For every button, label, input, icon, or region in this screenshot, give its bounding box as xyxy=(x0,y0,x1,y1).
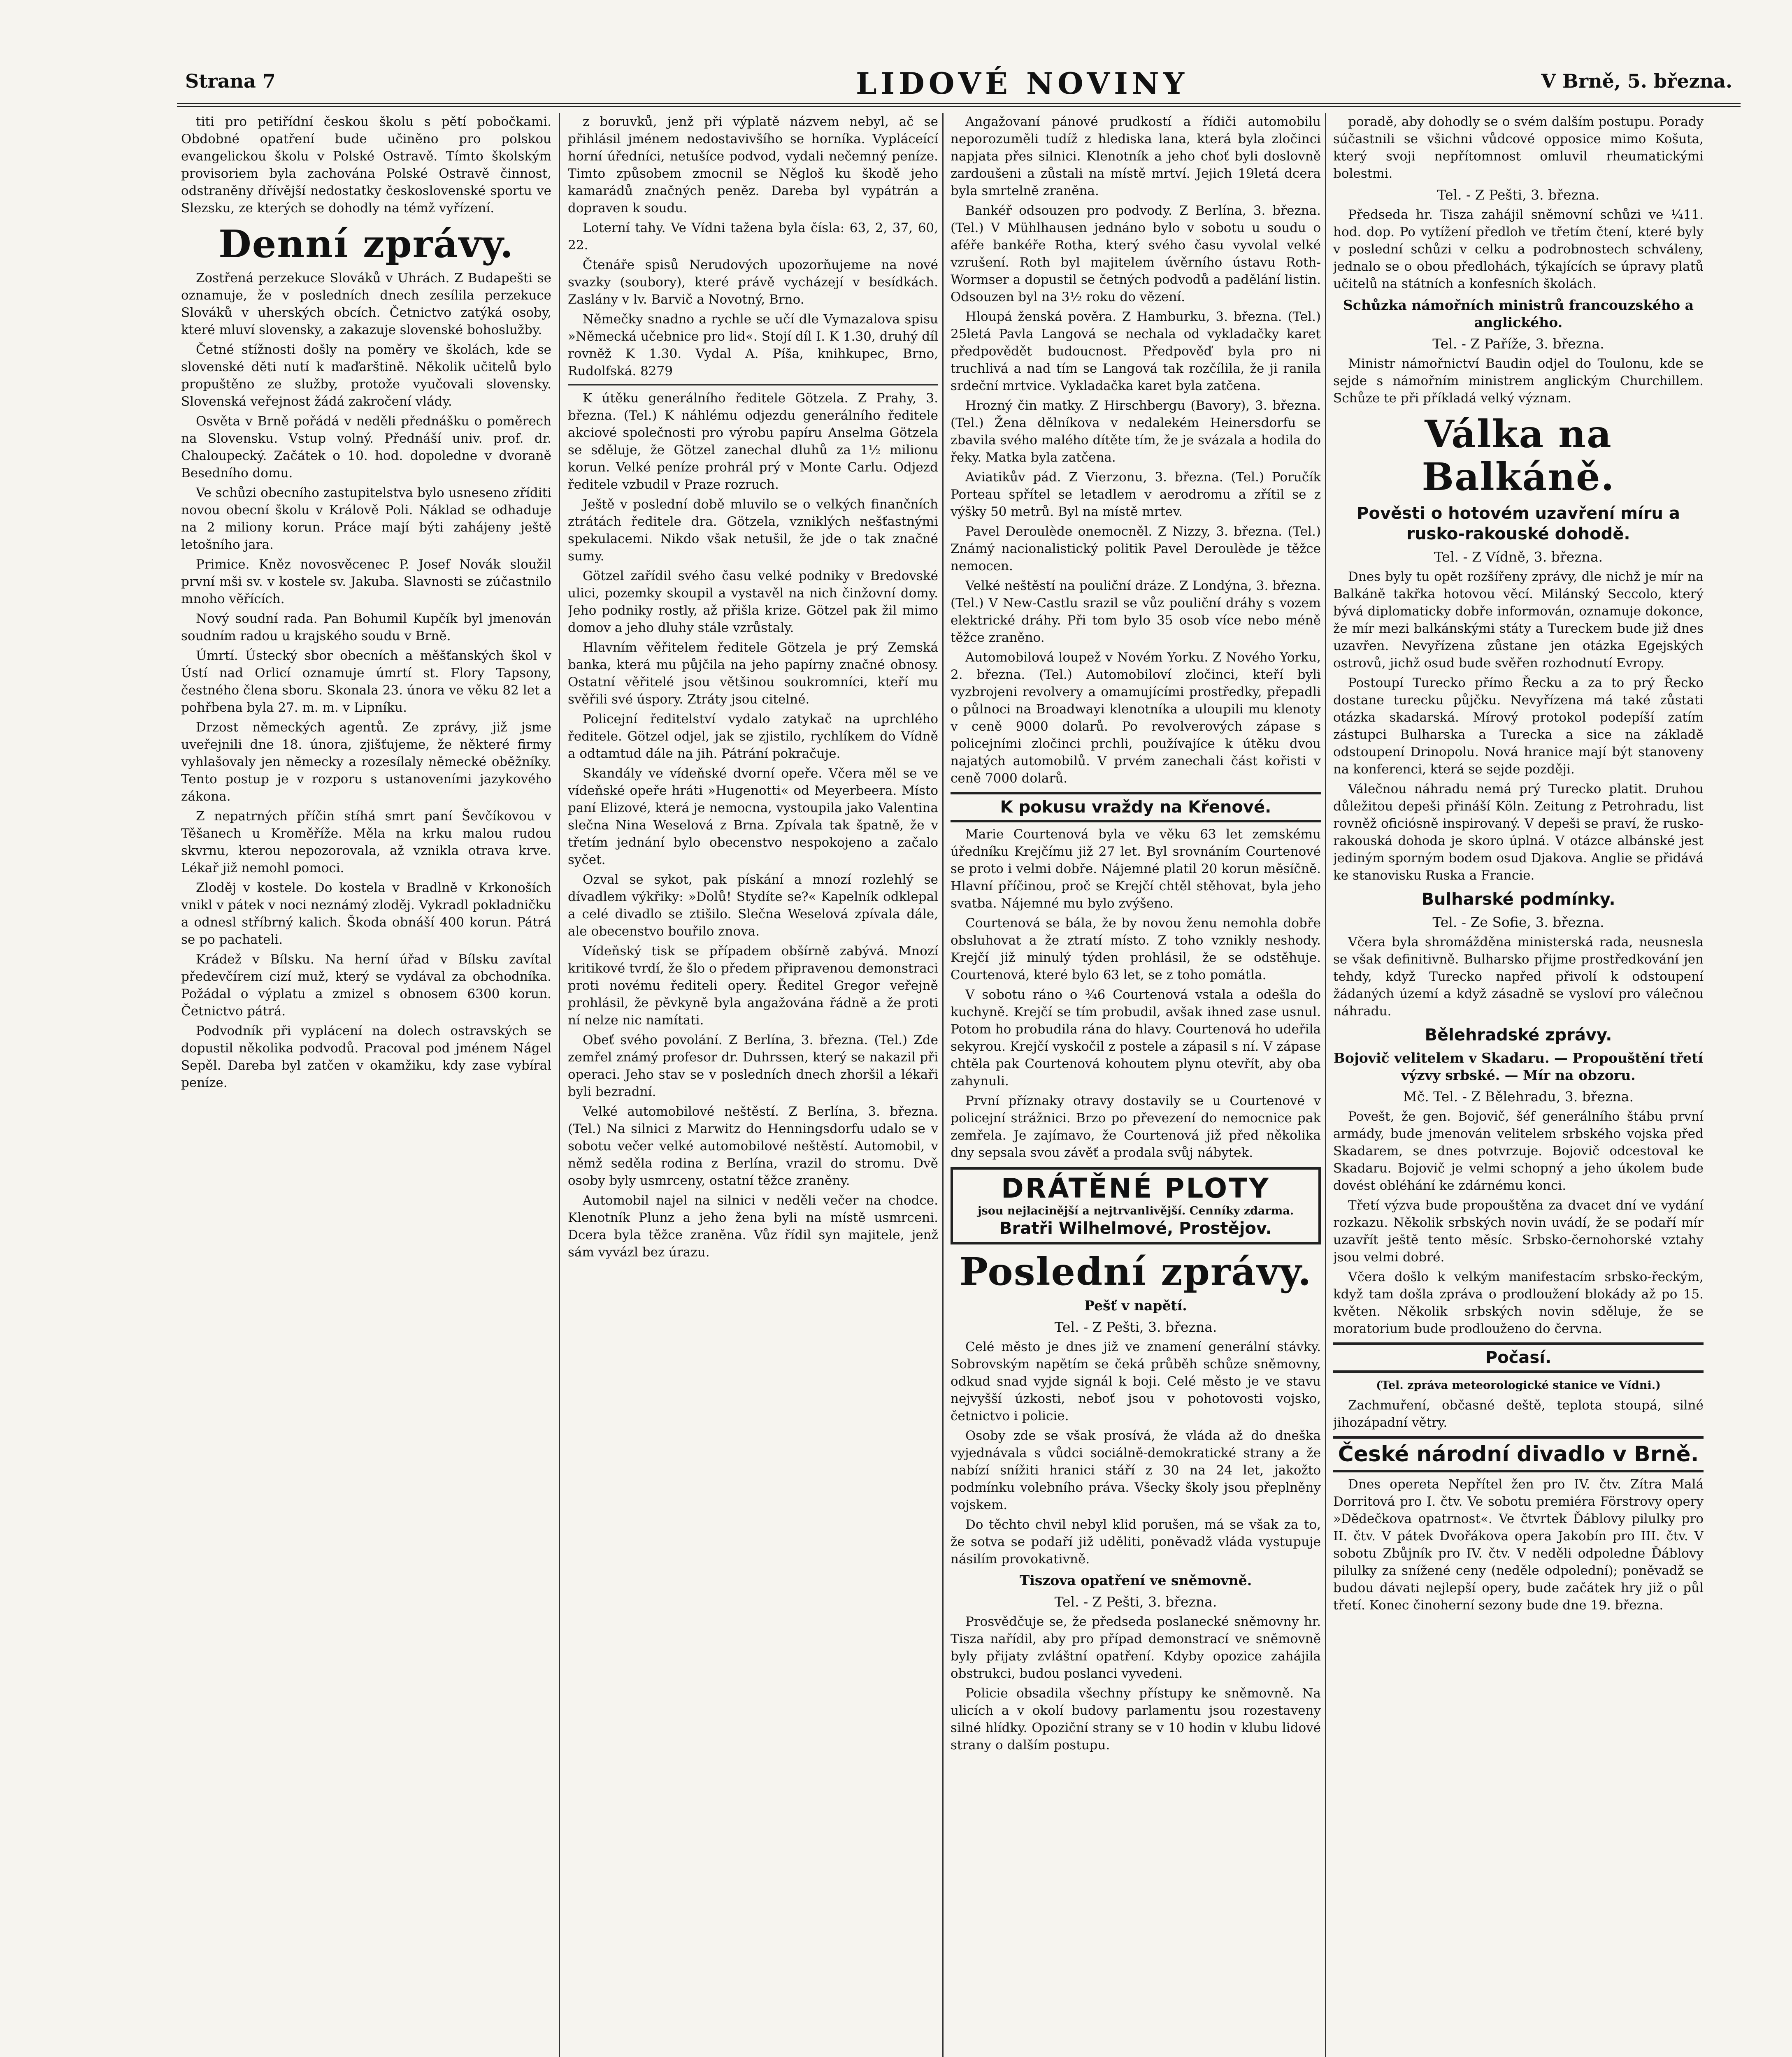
article-paragraph: Ozval se sykot, pak pískání a mnozí rozlehlý se dívadlem výkřiky: »Dolů! Stydíte se?« Kapelník odklepal a celé divadlo se ztišilo. Slečna Weselová zpívala dále, ale obecenstvo bouřilo znova. xyxy=(568,872,938,939)
article-paragraph: Do těchto chvil nebyl klid porušen, má se však za to, že sotva se podaří již uděliti, poněvadž vláda vystupuje násilím provokativně. xyxy=(951,1517,1321,1567)
article-paragraph: Zachmuření, občasné deště, teplota stoupá, silné jihozápadní větry. xyxy=(1333,1398,1704,1430)
article-paragraph: K útěku generálního ředitele Götzela. Z Prahy, 3. března. (Tel.) K náhlému odjezdu generálního ředitele akciové společnosti pro výrobu papíru Anselma Götzela se sděluje, že Götzel zanechal dluhů za 1½ milionu korun. Velké peníze prohrál prý v Monte Carlu. Odjezd ředitele vzbudil v Praze rozruch. xyxy=(568,391,938,492)
advertisement-dratene-ploty xyxy=(951,1167,1321,1244)
column-rule xyxy=(559,113,560,2057)
section-heading-valka-na-balkane: Válka na Balkáně. xyxy=(1422,412,1615,499)
article-paragraph: Automobilová loupež v Novém Yorku. Z Nového Yorku, 2. března. (Tel.) Automobiloví zločinci, kteří byli vyzbrojeni revolvery a omamujícími prostředky, přepadli o půlnoci na Broadwayi klenotníka a uloupili mu klenoty v ceně 9000 dolarů. Po revolverových zápase s policejními zločinci prchli, používajíce k útěku dvou najatých automobilů. V prvém zanechali část kořisti v ceně 7000 dolarů. xyxy=(951,650,1321,786)
article-subheading: Pešť v napětí. xyxy=(1084,1298,1187,1314)
column-2 xyxy=(568,113,938,2057)
article-paragraph: Obeť svého povolání. Z Berlína, 3. března. (Tel.) Zde zemřel známý profesor dr. Duhrssen, který se nakazil při operaci. Jeho stav se v posledních dnech zhoršil a lékaři byli bezradní. xyxy=(568,1033,938,1099)
article-heading-pocasi: Počasí. xyxy=(1333,1342,1704,1373)
dateline: Tel. - Z Vídně, 3. března. xyxy=(1434,549,1603,565)
article-subheading: Schůzka námořních ministrů francouzského a anglického. xyxy=(1343,297,1694,330)
article-paragraph: Zloděj v kostele. Do kostela v Bradlně v Krkonoších vnikl v pátek v noci neznámý zloděj. Vykradl pokladničku a odnesl stříbrný kalich. Škoda obnáší 400 korun. Pátrá se po pachateli. xyxy=(181,880,551,947)
article-paragraph: Dnes opereta Nepřítel žen pro IV. čtv. Zítra Malá Dorritová pro I. čtv. Ve sobotu premiéra Förstrovy opery »Dědečkova opatrnost«. Ve čtvrtek Ďáblovy pilulky pro II. čtv. V pátek Dvořákova opera Jakobín pro III. čtv. V sobotu Zbůjník pro IV. čtv. V neděli odpoledne Ďáblovy pilulky za snížené ceny (neděle odpolední); poněvadž se budou dávati nejlepší opery, bude začátek hry již o půl třetí. Konec činoherní sezony bude dne 19. března. xyxy=(1333,1477,1704,1613)
ad-title: DRÁTĚNÉ PLOTY xyxy=(1001,1172,1270,1204)
article-paragraph: Včera došlo k velkým manifestacím srbsko-řeckým, když tam došla zpráva o prodloužení blokády až po 15. květen. Několik srbských novin sděluje, že se moratorium bude prodlouženo do června. xyxy=(1333,1270,1704,1336)
article-paragraph: Hloupá ženská pověra. Z Hamburku, 3. března. (Tel.) 25letá Pavla Langová se nechala od vykladačky karet předpovědět budoucnost. Předpověď byla pro ni truchlivá a nad tím se Langová tak rozčílila, že ji ranila srdeční mrtvice. Vykladačka karet byla zatčena. xyxy=(951,309,1321,393)
article-paragraph: Bankéř odsouzen pro podvody. Z Berlína, 3. března. (Tel.) V Mühlhausen jednáno bylo v sobotu u soudu o aféře bankéře Rotha, který svého času vyvolal velké vzrušení. Roth byl majitelem úvěrního ústavu Roth-Wormser a dopustil se četných podvodů a padělání listin. Odsouzen byl na 3½ roku do vězení. xyxy=(951,203,1321,304)
ad-tagline: jsou nejlacinější a nejtrvanlivější. Cenníky zdarma. xyxy=(977,1205,1294,1217)
article-paragraph: poradě, aby dohodly se o svém dalším postupu. Porady súčastnili se všichni vůdcové opposice mimo Košuta, který svoji nepřítomnost omluvil rheumatickými bolestmi. xyxy=(1333,114,1704,181)
article-paragraph: Postoupí Turecko přímo Řecku a za to prý Řecko dostane turecku půjčku. Nevyřízena má také zůstati otázka skadarská. Mírový protokol podepíší zatím zástupci Bulharska a Turecka a sice na základě odstoupení Drinopolu. Nová hranice mají být stanoveny na konferenci, která se sejde později. xyxy=(1333,676,1704,777)
section-heading-posledni-zpravy: Poslední zprávy. xyxy=(959,1249,1312,1294)
article-paragraph: titi pro petiřídní českou školu s pětí pobočkami. Obdobné opatření bude učiněno pro polskou evangelickou školu v Polské Ostravě. Tímto školským provisoriem byla zachována Polské Ostravě činnost, odstraněny dřívější nedostatky československé sportu ve Slezsku, ze kterých se dohodly na témž vyřízení. xyxy=(181,114,551,216)
article-paragraph: Pavel Deroulède onemocněl. Z Nizzy, 3. března. (Tel.) Známý nacionalistický politik Pavel Deroulède je těžce nemocen. xyxy=(951,524,1321,573)
ad-firm: Bratři Wilhelmové, Prostějov. xyxy=(999,1219,1272,1238)
column-4 xyxy=(1333,113,1704,2057)
newspaper-title: LIDOVÉ NOVINY xyxy=(856,66,1189,101)
article-paragraph: Předseda hr. Tisza zahájil sněmovní schůzi ve ¼11. hod. dop. Po vytížení předloh ve třetím čtení, které byly v poslední schůzi v celku a podrobnostech schváleny, jednalo se o obou předlohách, týkajících se úpravy platů učitelů na státních a konfesních školách. xyxy=(1333,207,1704,291)
article-paragraph: První příznaky otravy dostavily se u Courtenové v policejní strážnici. Brzo po převezení do nemocnice pak zemřela. Je zajímavo, že Courtenová již před několika dny sepsala svou závěť a prodala svůj nábytek. xyxy=(951,1094,1321,1160)
article-subheading: Bojovič velitelem v Skadaru. — Propouštění třetí výzvy srbské. — Mír na obzoru. xyxy=(1333,1050,1704,1083)
article-heading-belehradske-zpravy: Bělehradské zprávy. xyxy=(1425,1026,1612,1045)
article-paragraph: Drzost německých agentů. Ze zprávy, již jsme uveřejnili dne 18. února, zjišťujeme, že některé firmy vyhlašovaly jen německy a rozesílaly německé oběžníky. Tento postup je v rozporu s ustanoveními jazykového zákona. xyxy=(181,720,551,804)
issue-date: V Brně, 5. března. xyxy=(1541,70,1732,92)
article-paragraph: Automobil najel na silnici v neděli večer na chodce. Klenotník Plunz a jeho žena byli na místě usmrceni. Dcera byla těžce zraněna. Vůz řídil syn majitele, jenž sám vyvázl bez úrazu. xyxy=(568,1193,938,1260)
article-paragraph: Marie Courtenová byla ve věku 63 let zemskému úředníku Krejčímu již 27 let. Byl srovnáním Courtenové se proto i velmi dobře. Nájemné platil 20 korun měsíčně. Hlavní příčinou, proč se Krejčí chtěl stěhovat, byla jeho svatba. Nájemné mu bylo zvýšeno. xyxy=(951,827,1321,911)
column-rule xyxy=(1325,113,1326,2057)
article-paragraph: Třetí výzva bude propouštěna za dvacet dní ve vydání rozkazu. Několik srbských novin uvádí, že se podaří mír uzavřít ještě tento měsíc. Srbsko-černohorské vztahy jsou velmi dobré. xyxy=(1333,1198,1704,1265)
article-paragraph: Ještě v poslední době mluvilo se o velkých finančních ztrátách ředitele dra. Götzela, vzniklých nešťastnými spekulacemi. Nikdo však netušil, že jde o tak značné sumy. xyxy=(568,497,938,564)
article-paragraph: V sobotu ráno o ¾6 Courtenová vstala a odešla do kuchyně. Krejčí se tím probudil, avšak ihned zase usnul. Potom ho probudila rána do hlavy. Courtenová ho udeřila sekyrou. Krejčí vyskočil z postele a zápasil s ní. V zápase chtěla pak Courtenová kohoutem plynu otevřít, aby oba zahynuli. xyxy=(951,987,1321,1089)
dateline: Tel. - Z Pešti, 3. března. xyxy=(1054,1594,1217,1610)
article-heading-divadlo: České národní divadlo v Brně. xyxy=(1333,1436,1704,1472)
article-paragraph: Krádež v Bílsku. Na herní úřad v Bílsku zavítal předevčírem cizí muž, který se vydával za obchodníka. Požádal o výplatu a zmizel s obnosem 6300 korun. Četnictvo pátrá. xyxy=(181,952,551,1019)
article-subheading: (Tel. zpráva meteorologické stanice ve Vídni.) xyxy=(1376,1379,1661,1392)
article-paragraph: Skandály ve vídeňské dvorní opeře. Včera měl se ve vídeňské opeře hráti »Hugenotti« od Meyerbeera. Místo paní Elizové, která je nemocna, vystoupila jako Valentina slečna Nina Weselová z Brna. Zpívala tak špatně, že v třetím jednání bylo obecenstvo nespokojeno a začalo syčet. xyxy=(568,766,938,867)
masthead xyxy=(177,66,1741,107)
article-paragraph: Včera byla shromážděna ministerská rada, neusnesla se však definitivně. Bulharsko přijme prostředkování jen tehdy, když Turecko napřed přivolí k odstoupení žádaných území a když zásadně se vysloví pro válečnou náhradu. xyxy=(1333,935,1704,1019)
dateline: Tel. - Z Pešti, 3. března. xyxy=(1054,1319,1217,1335)
column-rule xyxy=(942,113,944,2057)
article-paragraph: Z nepatrných příčin stíhá smrt paní Ševčíkovou v Těšanech u Kroměříže. Měla na krku malou rudou skvrnu, kterou nepozorovala, až vznikla otrava krve. Lékař již nemohl pomoci. xyxy=(181,809,551,875)
article-paragraph: Zostřená perzekuce Slováků v Uhrách. Z Budapešti se oznamuje, že v posledních dnech zesílila perzekuce Slováků v uherských obcích. Četnictvo zatýká osoby, které mluví slovensky, a zakazuje slovenské bohoslužby. xyxy=(181,271,551,337)
article-paragraph: Němečky snadno a rychle se učí dle Vymazalova spisu »Německá učebnice pro lid«. Stojí díl I. K 1.30, druhý díl rovněž K 1.30. Vydal A. Píša, knihkupec, Brno, Rudolfská. 8279 xyxy=(568,312,938,378)
article-paragraph: Dnes byly tu opět rozšířeny zprávy, dle nichž je mír na Balkáně takřka hotovou věcí. Milánský Seccolo, který bývá diplomaticky dobře informován, oznamuje dokonce, že mír mezi balkánskými státy a Tureckem bude již dnes uzavřen. Nevyřízena zůstane jen otázka Egejských ostrovů, jichž osud bude svěřen rozhodnutí Evropy. xyxy=(1333,569,1704,671)
article-paragraph: Osoby zde se však prosívá, že vláda až do dneška vyjednávala s vůdci sociálně-demokratické strany a že nabízí snížiti hranici stáří z 30 na 24 let, jakožto podmínku volebního práva. Všecky školy jsou přeplněny vojskem. xyxy=(951,1428,1321,1512)
article-paragraph: z boruvků, jenž při výplatě názvem nebyl, ač se přihlásil jménem nedostavivšího se horníka. Vypláceící horní úředníci, netušíce podvod, vydali nečemný peníze. Timto způsobem zmocnil se Něgloš ku škodě jeho kamarádů značných peněz. Dareba byl vypátrán a dopraven k soudu. xyxy=(568,114,938,216)
article-paragraph: Úmrtí. Ústecký sbor obecních a měšťanských škol v Ústí nad Orlicí oznamuje úmrtí st. Flory Tapsony, čestného člena sboru. Skonala 23. února ve věku 82 let a pohřbena byla 27. m. m. v Lipníku. xyxy=(181,648,551,715)
article-paragraph: Hrozný čin matky. Z Hirschbergu (Bavory), 3. března. (Tel.) Žena dělníkova v nedalekém Heinersdorfu se zbavila svého malého dítěte tím, že je svázala a hodila do řeky. Matka byla zatčena. xyxy=(951,398,1321,465)
article-paragraph: Celé město je dnes již ve znamení generální stávky. Sobrovským napětím se čeká průběh schůze sněmovny, odkud snad vyjde signál k boji. Celé město je ve stavu nejvyšší úzkosti, neboť jsou v pohotovosti vojsko, četnictvo i policie. xyxy=(951,1340,1321,1423)
article-heading-bulharske-podminky: Bulharské podmínky. xyxy=(1421,890,1615,909)
article-paragraph: Čtenáře spisů Nerudových upozorňujeme na nové svazky (soubory), které právě vycházejí v besídkách. Zaslány v lv. Barvič a Novotný, Brno. xyxy=(568,258,938,307)
column-3 xyxy=(951,113,1321,2057)
article-paragraph: Courtenová se bála, že by novou ženu nemohla dobře obsluhovat a že ztratí místo. Z toho vznikly neshody. Krejčí již minulý týden prohlásil, že se odstěhuje. Courtenová, které bylo 63 let, se z toho pomátla. xyxy=(951,916,1321,982)
page-number: Strana 7 xyxy=(185,70,276,92)
article-paragraph: Válečnou náhradu nemá prý Turecko platit. Druhou důležitou depeši přináší Köln. Zeitung z Petrohradu, list rovněž oficiósně inspirovaný. V depeši se praví, že rusko-rakouská dohoda je skoro úplná. V otázce albánské jest jediným sporným bodem osud Djakova. Anglie se přidává ke stanovisku Ruska a Francie. xyxy=(1333,782,1704,883)
column-1 xyxy=(181,113,551,2057)
divider xyxy=(568,384,938,385)
article-paragraph: Primice. Kněz novosvěcenec P. Josef Novák sloužil první mši sv. v kostele sv. Jakuba. Slavnosti se zúčastnilo mnoho věřících. xyxy=(181,557,551,606)
article-paragraph: Prosvědčuje se, že předseda poslanecké sněmovny hr. Tisza nařídil, aby pro případ demonstrací ve sněmovně byly přijaty zvláštní opatření. Kdyby opozice zahájila obstrukci, budou poslanci vyvedeni. xyxy=(951,1614,1321,1681)
article-paragraph: Nový soudní rada. Pan Bohumil Kupčík byl jmenován soudním radou u krajského soudu v Brně. xyxy=(181,611,551,643)
article-paragraph: Ve schůzi obecního zastupitelstva bylo usneseno zříditi novou obecní školu v Králově Poli. Náklad se odhaduje na 2 miliony korun. Práce mají býti zahájeny ještě letošního jara. xyxy=(181,485,551,552)
dateline: Tel. - Z Paříže, 3. března. xyxy=(1432,336,1604,352)
article-paragraph: Policie obsadila všechny přístupy ke sněmovně. Na ulicích a v okolí budovy parlamentu jsou rozestaveny silné hlídky. Opoziční strany se v 10 hodin v klubu lidové strany o dalším postupu. xyxy=(951,1686,1321,1753)
article-paragraph: Loterní tahy. Ve Vídni tažena byla čísla: 63, 2, 37, 60, 22. xyxy=(568,221,938,253)
article-paragraph: Vídeňský tisk se případem obšírně zabývá. Mnozí kritikové tvrdí, že šlo o předem připravenou demonstraci proti novému řediteli opery. Ředitel Gregor veřejně prohlásil, že pěvkyně byla angažována řádně a že proti ní nelze nic namítati. xyxy=(568,944,938,1028)
article-subheading: Tiszova opatření ve sněmovně. xyxy=(1019,1572,1252,1588)
article-paragraph: Policejní ředitelství vydalo zatykač na uprchlého ředitele. Götzel odjel, jak se zjistilo, rychlíkem do Vídně a odtamtud dále na jih. Pátrání pokračuje. xyxy=(568,712,938,761)
article-paragraph: Ministr námořnictví Baudin odjel do Toulonu, kde se sejde s námořním ministrem anglickým Churchillem. Schůze te při příkladá velký význam. xyxy=(1333,356,1704,406)
article-heading-pokus-vrazdy: K pokusu vraždy na Křenové. xyxy=(951,792,1321,822)
dateline: Tel. - Ze Sofie, 3. března. xyxy=(1432,914,1604,930)
article-paragraph: Angažovaní pánové prudkostí a řídiči automobilu neporozuměli tudíž z hlediska lana, která byla zločinci napjata přes silnici. Klenotník a jeho choť byli doslovně zardoušeni a zůstali na místě mrtví. Jejich 19letá dcera byla smrtelně zraněna. xyxy=(951,114,1321,198)
dateline: Tel. - Z Pešti, 3. března. xyxy=(1437,187,1600,203)
article-paragraph: Povešt, že gen. Bojovič, šéf generálního štábu první armády, bude jmenován velitelem srbského vojska před Skadarem, se dnes potvrzuje. Bojovič odcestoval ke Skadaru. Bojovič je velmi schopný a jeho úkolem bude dovést obléhání ke zdárnému konci. xyxy=(1333,1109,1704,1193)
dateline: Mč. Tel. - Z Bělehradu, 3. března. xyxy=(1403,1089,1634,1105)
article-paragraph: Četné stížnosti došly na poměry ve školách, kde se slovenské děti nutí k maďarštině. Několik učitelů bylo propuštěno ze služby, protože vyučovali slovensky. Slovenská veřejnost žádá zakročení vlády. xyxy=(181,342,551,409)
article-paragraph: Hlavním věřitelem ředitele Götzela je prý Zemská banka, která mu půjčila na jeho papírny značné obnosy. Ostatní věřitelé jsou většinou soukromníci, kteří mu svěřili své úspory. Ztráty jsou citelné. xyxy=(568,640,938,707)
article-paragraph: Velké automobilové neštěstí. Z Berlína, 3. března. (Tel.) Na silnici z Marwitz do Henningsdorfu udalo se v sobotu večer velké automobilové neštěstí. Automobil, v němž seděla rodina z Berlína, vrazil do stromu. Dvě osoby byly usmrceny, ostatní těžce zraněny. xyxy=(568,1104,938,1188)
article-paragraph: Velké neštěstí na pouliční dráze. Z Londýna, 3. března. (Tel.) V New-Castlu srazil se vůz pouliční dráhy s vozem elektrické dráhy. Při tom bylo 35 osob více nebo méně těžce zraněno. xyxy=(951,578,1321,645)
article-subheading: Pověsti o hotovém uzavření míru a rusko-rakouské dohodě. xyxy=(1357,504,1680,543)
article-paragraph: Osvěta v Brně pořádá v neděli přednášku o poměrech na Slovensku. Vstup volný. Přednáší univ. prof. dr. Chaloupecký. Začátek o 10. hod. dopoledne v dvoraně Besedního domu. xyxy=(181,414,551,481)
article-paragraph: Aviatikův pád. Z Vierzonu, 3. března. (Tel.) Poručík Porteau spřítel se letadlem v aerodromu a zřítil se z výšky 50 metrů. Byl na místě mrtev. xyxy=(951,470,1321,519)
section-heading-denni-zpravy: Denní zprávy. xyxy=(218,222,514,266)
article-paragraph: Podvodník při vyplácení na dolech ostravských se dopustil několika podvodů. Pracoval pod jménem Nágel Sepěl. Dareba byl zatčen v okamžiku, kdy zase vybíral peníze. xyxy=(181,1024,551,1090)
article-paragraph: Götzel zařídil svého času velké podniky v Bredovské ulici, pozemky skoupil a vystavěl na nich činžovní domy. Jeho podniky rostly, až přišla krize. Götzel pak žil mimo domov a jeho dluhy stále vzrůstaly. xyxy=(568,569,938,635)
